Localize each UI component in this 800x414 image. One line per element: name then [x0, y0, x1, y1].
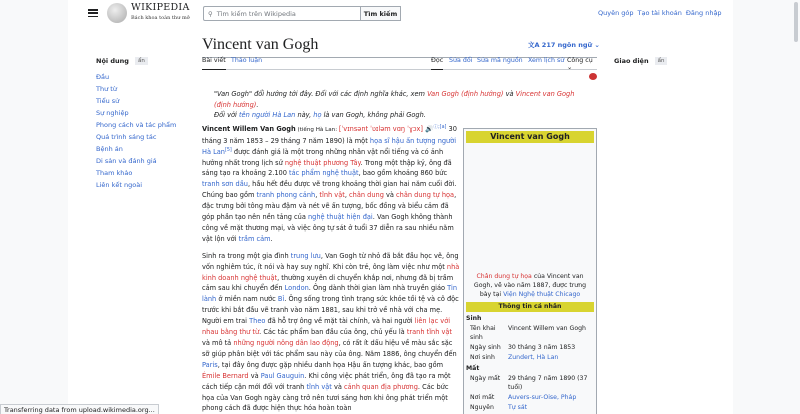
text-segment: Đối với	[214, 111, 239, 120]
toc-item[interactable]: Đầu	[96, 73, 110, 81]
text-segment: "Van Gogh" đổi hướng tới đây. Đối với các định nghĩa khác, xem	[214, 90, 428, 98]
text-segment: , đặc trưng bởi tông màu đậm và nét vẽ ấn tượng, bốc đồng và biểu cảm đã góp phần tạo nên nền tảng của	[202, 191, 457, 222]
paragraph	[202, 124, 460, 245]
donate-link[interactable]: Quyên góp	[598, 9, 634, 17]
infobox-label: Ngày sinh	[470, 344, 501, 351]
login-link[interactable]: Đăng nhập	[685, 9, 722, 17]
tab-history[interactable]: Xem lịch sử	[528, 57, 565, 64]
article-link[interactable]: Paris	[202, 360, 218, 369]
redlink[interactable]: Chân dung tự họa	[476, 273, 532, 280]
infobox-value[interactable]: Auvers-sur-Oise, Pháp	[508, 394, 577, 401]
text-segment: . Ông sống trong tình trạng sức khỏe tồi tệ và cô độc trước khi bắt đầu vẽ tranh vào năm 1881, sau khi trở về nhà với cha mẹ. Người em trai	[202, 295, 459, 326]
text-segment: . Các bức họa của Van Gogh ngày càng trở nên tươi sáng hơn khi ông phát triển một phong cách đã được hiện thực hóa hoàn toàn	[202, 382, 449, 413]
status-bar: Transferring data from upload.wikimedia.org...	[0, 404, 159, 414]
featured-article-icon[interactable]	[589, 73, 597, 80]
infobox-label: Nơi mất	[470, 394, 495, 401]
redlink[interactable]: chân dung tự họa	[396, 191, 455, 200]
hatnotes	[202, 89, 587, 121]
text-segment: và	[383, 191, 397, 200]
toc-item[interactable]: Liên kết ngoài	[96, 181, 143, 189]
search-icon: ⚲	[208, 9, 213, 18]
text-segment: 30 tháng 3 năm 1853 – 29 tháng 7 năm 1890) là một	[202, 124, 457, 145]
text-segment: này,	[295, 111, 314, 120]
text-segment: . Các tác phẩm ban đầu của ông, chủ yếu là	[259, 328, 407, 337]
toc-list	[96, 71, 176, 191]
hatnote	[214, 110, 587, 121]
redlink[interactable]: nghệ thuật phương Tây	[284, 158, 361, 167]
text-segment: . Khi công việc phát triển, ông đã tạo ra một cách tiếp cận mới đối với tranh	[202, 371, 451, 391]
redlink[interactable]: Vincent van Gogh (định hướng)	[214, 90, 575, 109]
self-portrait-image[interactable]	[466, 143, 594, 271]
infobox-title: Vincent van Gogh	[466, 131, 594, 143]
text-segment: Vincent Willem Van Gogh	[202, 124, 296, 133]
text-segment: và	[503, 90, 516, 98]
toc-item[interactable]: Tiểu sử	[96, 97, 120, 105]
paragraph	[202, 251, 460, 414]
toc-item[interactable]: Sự nghiệp	[96, 109, 129, 117]
tools-label: Công cụ	[567, 57, 593, 64]
text-segment: và	[331, 382, 344, 391]
infobox-row	[466, 403, 594, 412]
image-caption	[466, 271, 594, 300]
toc-item[interactable]: Tham khảo	[96, 169, 133, 177]
text-segment: , tại đây ông được gặp nhiều danh họa Hậu ấn tượng khác, bao gồm	[217, 360, 444, 369]
menu-icon[interactable]	[88, 8, 98, 18]
logo-subtitle: Bách khoa toàn thư mở	[131, 15, 190, 21]
search-input[interactable]	[203, 6, 361, 21]
redlink[interactable]: chân dung	[349, 191, 384, 200]
article-link[interactable]: tranh sơn dầu	[202, 180, 248, 189]
language-count: 217 ngôn ngữ	[541, 41, 593, 49]
tab-edit[interactable]: Sửa đổi	[449, 57, 473, 64]
article-link[interactable]: nghệ thuật hiện đại	[308, 213, 373, 222]
infobox-row	[466, 374, 594, 392]
infobox-group-heading: Mất	[466, 365, 480, 372]
article-link[interactable]: Tin lành	[202, 284, 457, 304]
text-segment: ,	[344, 191, 350, 200]
article-link[interactable]: họ	[313, 111, 322, 120]
article-link[interactable]: ⓘ;[a]	[433, 124, 447, 130]
article-link[interactable]: tác phẩm nghệ thuật	[289, 169, 359, 178]
hatnote	[214, 89, 587, 110]
page-tabs	[202, 57, 597, 70]
appearance-heading: Giao diện	[614, 57, 649, 65]
article-link[interactable]: Bỉ	[277, 295, 285, 304]
redlink[interactable]: Van Gogh (định hướng)	[427, 90, 504, 98]
text-segment: , thường xuyên di chuyển khắp nơi, nhưng đã bị trầm cảm sau khi chuyển đến	[202, 273, 454, 293]
text-segment: , bao gồm khoảng 860 bức	[358, 169, 448, 178]
user-links	[598, 9, 722, 17]
appearance-hide-button[interactable]: ẩn	[655, 57, 668, 65]
create-account-link[interactable]: Tạo tài khoản	[637, 9, 682, 17]
article-link[interactable]: London	[284, 284, 309, 293]
text-segment: .	[256, 100, 259, 109]
infobox-value[interactable]: Zundert, Hà Lan	[508, 354, 559, 361]
article-link[interactable]: Theo	[249, 317, 266, 326]
infobox-label: Nguyên	[470, 404, 494, 411]
language-button[interactable]: 文A 217 ngôn ngữ ⌄	[528, 41, 600, 49]
text-segment: ,	[315, 191, 320, 200]
toc-item[interactable]: Thư từ	[96, 85, 117, 93]
tab-edit-source[interactable]: Sửa mã nguồn	[477, 57, 523, 64]
text-segment: là van Gogh, không phải Gogh.	[321, 111, 426, 120]
article-link[interactable]: tĩnh vật	[306, 382, 332, 391]
wikipedia-logo[interactable]	[107, 3, 190, 23]
text-segment: ở miền nam nước	[216, 295, 278, 304]
translate-icon: 文A	[528, 41, 542, 49]
text-segment: . Ông dành thời gian làm nhà truyền giáo	[308, 284, 448, 293]
toc-heading: Nội dung	[96, 57, 129, 65]
article-link[interactable]: trung lưu	[290, 251, 321, 260]
article-link[interactable]: Viện Nghệ thuật Chicago	[503, 291, 581, 298]
text-segment: , có rất ít dấu hiệu về màu sắc sặc sỡ giúp phân biệt với tác phẩm sau này của ông. Năm 1886, ông chuyển đến	[202, 339, 457, 358]
redlink[interactable]: nhà kinh doanh nghệ thuật	[202, 262, 460, 282]
text-segment: của Vincent van Gogh, vẽ vào năm 1887, được trưng bày tại	[473, 273, 587, 298]
infobox-label: Ngày mất	[470, 375, 501, 382]
infobox-label: Tên khai sinh	[470, 325, 496, 341]
article-link[interactable]: họa sĩ hậu ấn tượng người Hà Lan	[202, 136, 457, 156]
article-link[interactable]: Paul Gauguin	[260, 371, 305, 380]
text-segment: 🔊	[423, 124, 434, 133]
text-segment: đã hỗ trợ ông về mặt tài chính, và hai người	[265, 317, 415, 326]
infobox-group-heading: Sinh	[466, 315, 482, 322]
infobox	[463, 128, 597, 414]
infobox-label: Nơi sinh	[470, 354, 495, 361]
search-button[interactable]: Tìm kiếm	[360, 6, 401, 21]
tab-article[interactable]: Bài viết	[202, 57, 226, 70]
infobox-row	[466, 393, 594, 402]
redlink[interactable]: cảnh quan địa phương	[344, 382, 418, 391]
text-segment: , Van Gogh từ nhỏ đã bắt đầu học vẽ, ông vốn nghiêm túc, ít nói và hay suy nghĩ. Khi còn trẻ, ông làm việc như một	[202, 251, 459, 271]
article-link[interactable]: tranh phong cảnh	[256, 191, 316, 200]
redlink[interactable]: những người nông dân lao động	[233, 339, 339, 347]
text-segment: được đánh giá là một trong những nhân vật nổi tiếng và có ảnh hưởng nhất trong lịch sử	[202, 147, 444, 167]
text-segment: Sinh ra trong một gia đình	[202, 251, 291, 260]
page-title: Vincent van Gogh	[202, 36, 597, 58]
text-segment: và mô tả	[202, 339, 234, 347]
redlink[interactable]: tĩnh vật	[319, 191, 345, 200]
toc-item[interactable]: Bệnh án	[96, 145, 123, 153]
article-link[interactable]: trầm cảm	[238, 234, 271, 243]
redlink[interactable]: tranh tĩnh vật	[406, 328, 453, 337]
toc-item[interactable]: Di sản và đánh giá	[96, 157, 157, 165]
infobox-row	[466, 324, 594, 342]
text-segment: .	[270, 234, 273, 243]
infobox-row	[466, 343, 594, 352]
appearance-panel	[614, 57, 667, 65]
article-link[interactable]: [5]	[225, 147, 232, 153]
toc-item[interactable]: Phong cách và tác phẩm	[96, 121, 177, 129]
redlink[interactable]: liên lạc với nhau bằng thư từ	[202, 317, 451, 337]
search-placeholder: Tìm kiếm trên Wikipedia	[216, 9, 296, 18]
logo-wordmark: WIKIPEDIA Bách khoa toàn thư mở	[131, 2, 190, 21]
infobox-value: 29 tháng 7 năm 1890 (37 tuổi)	[508, 375, 588, 391]
text-segment: . Van Gogh không thành công về mặt thương mại, và việc ông tự sát ở tuổi 37 diễn ra sau nhiều năm vật lộn với	[202, 213, 454, 243]
text-segment: và	[248, 371, 261, 380]
redlink[interactable]: [ˈvɪnsənt ˈʋɪləm vɑŋ ˈɣɔx]	[338, 124, 423, 133]
scrollbar[interactable]	[794, 2, 798, 42]
infobox-value: Vincent Willem van Gogh	[508, 325, 586, 332]
infobox-section: Thông tin cá nhân	[466, 302, 594, 312]
text-segment: (tiếng Hà Lan:	[295, 126, 339, 133]
toc-hide-button[interactable]: ẩn	[135, 57, 148, 65]
tab-read[interactable]: Đọc	[431, 57, 443, 70]
globe-icon	[107, 3, 127, 23]
infobox-row	[466, 353, 594, 362]
infobox-value[interactable]: Tự sát	[508, 404, 528, 411]
infobox-value: 30 tháng 3 năm 1853	[508, 344, 576, 351]
text-segment: , hầu hết đều được vẽ trong khoảng thời gian hai năm cuối đời. Chúng bao gồm	[202, 180, 457, 200]
toc	[96, 57, 148, 65]
article-link[interactable]: tên người Hà Lan	[238, 111, 296, 120]
redlink[interactable]: Émile Bernard	[202, 371, 249, 380]
tab-talk[interactable]: Thảo luận	[231, 57, 263, 64]
toc-item[interactable]: Quá trình sáng tác	[96, 133, 157, 141]
tools-menu[interactable]: Công cụ ⌄	[567, 57, 593, 71]
text-segment: . Trong một thập kỷ, ông đã sáng tạo ra khoảng 2.100	[202, 158, 452, 178]
